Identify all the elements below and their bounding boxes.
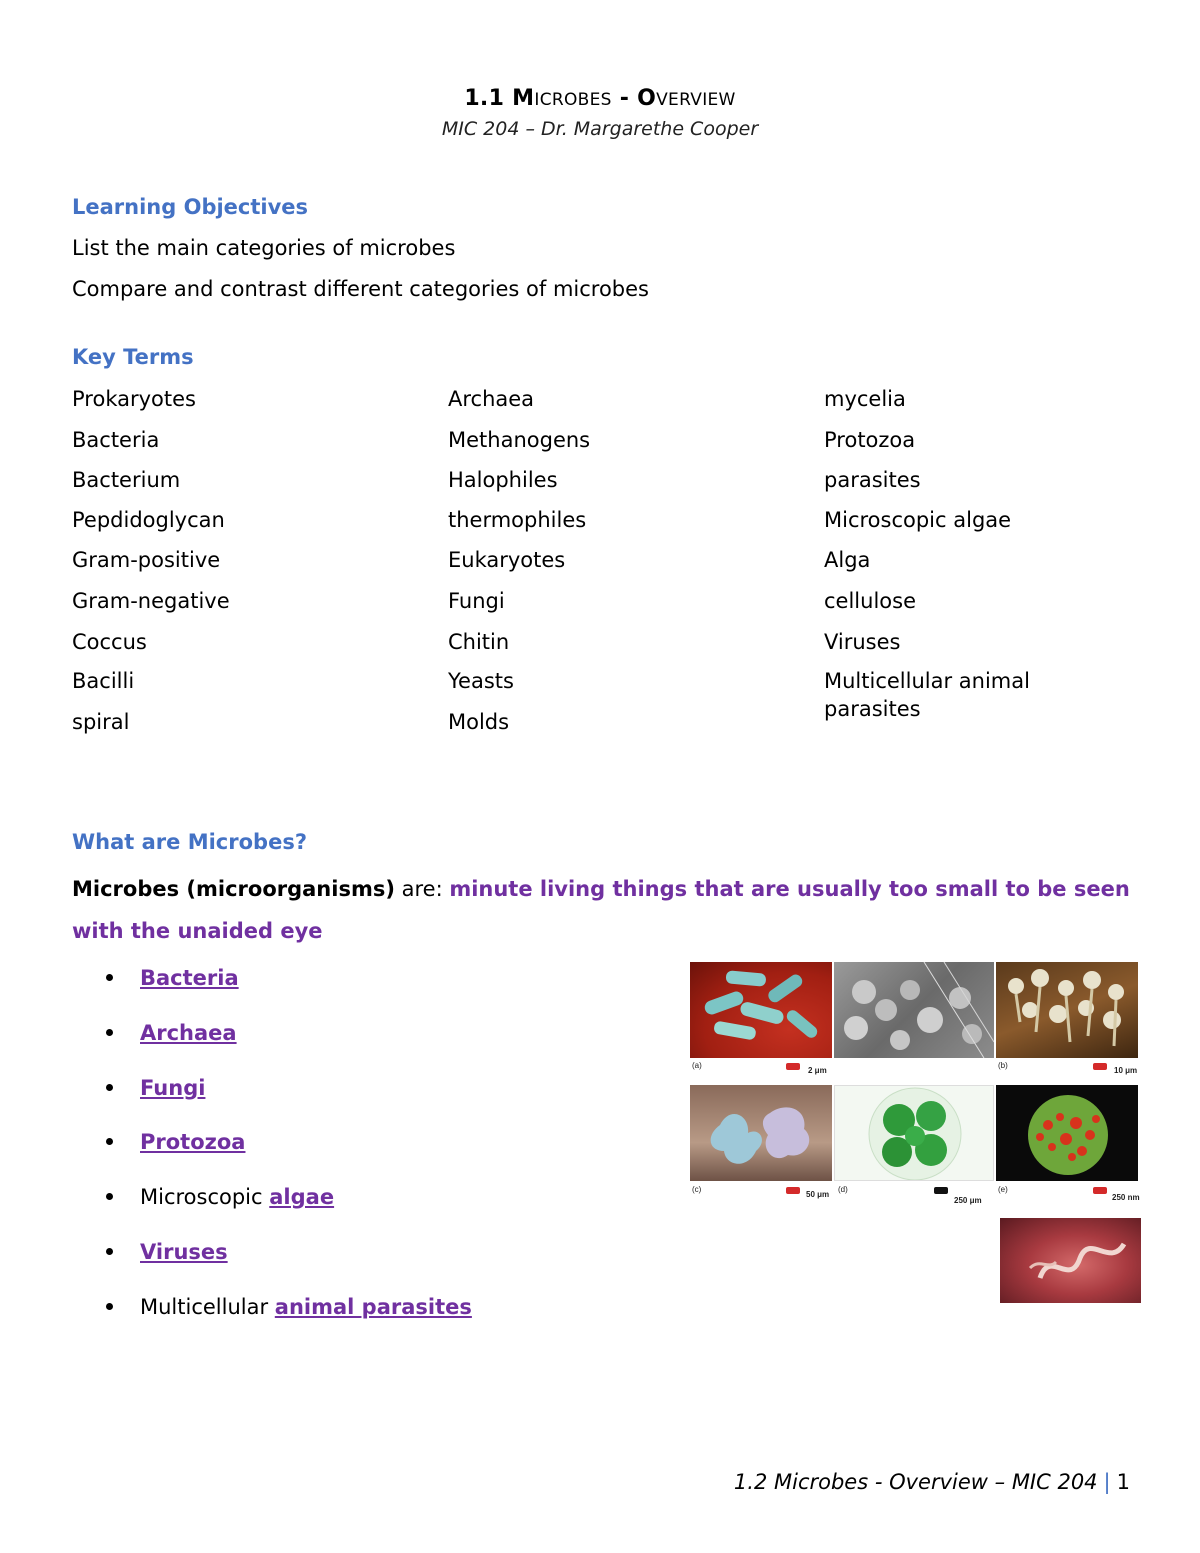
link-bacteria[interactable]: Bacteria [140, 966, 239, 990]
key-term: Methanogens [448, 428, 591, 452]
key-term: Gram-positive [72, 548, 221, 572]
list-item: Multicellular animal parasites [106, 1295, 472, 1319]
list-item [106, 1130, 245, 1154]
bullet-icon [106, 974, 113, 981]
archaea-micrograph [834, 962, 994, 1058]
archaea-cells-illustration [834, 962, 994, 1058]
definition-term: Microbes (microorganisms) [72, 877, 395, 901]
key-term: Archaea [448, 387, 535, 411]
key-term: cellulose [824, 589, 916, 613]
list-item: Microscopic algae [106, 1185, 334, 1209]
list-item [106, 1240, 228, 1264]
panel-label: (c) [692, 1185, 702, 1194]
key-term: Prokaryotes [72, 387, 196, 411]
learning-objectives-heading: Learning Objectives [72, 195, 309, 219]
key-term: Viruses [824, 630, 901, 654]
sem-badge-icon [1093, 1187, 1107, 1194]
scale-label: 50 μm [806, 1190, 830, 1199]
key-terms-heading: Key Terms [72, 345, 194, 369]
key-term: Microscopic algae [824, 508, 1012, 532]
key-term: Multicellular animal [824, 669, 1030, 693]
parasite-worm-illustration [1000, 1218, 1141, 1303]
key-term: mycelia [824, 387, 906, 411]
page-footer [734, 1470, 1130, 1494]
bullet-icon [106, 1084, 113, 1091]
objective-item: List the main categories of microbes [72, 236, 456, 260]
key-term: Yeasts [448, 669, 514, 693]
link-archaea[interactable]: Archaea [140, 1021, 237, 1045]
animal-parasite-image [1000, 1218, 1141, 1303]
protozoa-illustration [690, 1085, 832, 1181]
key-term: spiral [72, 710, 130, 734]
panel-label: (a) [692, 1061, 702, 1070]
page-title: 1.1 MICROBES - OVERVIEW [464, 86, 736, 111]
lm-badge-icon [934, 1187, 948, 1194]
page-number: 1 [1116, 1470, 1130, 1494]
key-term: Gram-negative [72, 589, 230, 613]
key-term: Protozoa [824, 428, 916, 452]
link-algae[interactable]: algae [269, 1185, 335, 1209]
list-item [106, 1076, 205, 1100]
key-term: Bacteria [72, 428, 160, 452]
key-term: Bacterium [72, 468, 181, 492]
link-animal-parasites[interactable]: animal parasites [274, 1295, 472, 1319]
sem-badge-icon [786, 1187, 800, 1194]
key-term: Chitin [448, 630, 510, 654]
sem-badge-icon [1093, 1063, 1107, 1070]
key-term: Coccus [72, 630, 147, 654]
key-term: Pepdidoglycan [72, 508, 225, 532]
scale-label: 250 nm [1112, 1193, 1140, 1202]
list-item [106, 1021, 237, 1045]
algae-colony-illustration [835, 1086, 994, 1181]
key-term: Fungi [448, 589, 505, 613]
link-viruses[interactable]: Viruses [140, 1240, 228, 1264]
scale-label: 10 μm [1114, 1066, 1138, 1075]
key-term: parasites [824, 697, 921, 721]
bullet-icon [106, 1138, 113, 1145]
bullet-icon [106, 1193, 113, 1200]
key-term: Alga [824, 548, 871, 572]
bullet-icon [106, 1248, 113, 1255]
key-term: thermophiles [448, 508, 587, 532]
virus-illustration [996, 1085, 1138, 1181]
protozoa-micrograph [690, 1085, 832, 1181]
footer-separator: | [1103, 1470, 1111, 1494]
definition-text: minute living things that are usually too small to be seen with the unaided eye [72, 877, 1130, 943]
panel-label: (b) [998, 1061, 1008, 1070]
bullet-icon [106, 1029, 113, 1036]
virus-micrograph [996, 1085, 1138, 1181]
panel-label: (e) [998, 1185, 1008, 1194]
key-term: Bacilli [72, 669, 135, 693]
page-subtitle: MIC 204 – Dr. Margarethe Cooper [441, 118, 759, 140]
key-term: Molds [448, 710, 510, 734]
list-item [106, 966, 239, 990]
link-protozoa[interactable]: Protozoa [140, 1130, 246, 1154]
fungi-illustration [996, 962, 1138, 1058]
what-are-microbes-heading: What are Microbes? [72, 830, 307, 854]
bacteria-cells-illustration [690, 962, 832, 1058]
objective-item: Compare and contrast different categories of microbes [72, 277, 649, 301]
panel-label: (d) [838, 1185, 848, 1194]
sem-badge-icon [786, 1063, 800, 1070]
link-fungi[interactable]: Fungi [140, 1076, 206, 1100]
bacteria-micrograph [690, 962, 832, 1058]
key-term: parasites [824, 468, 921, 492]
footer-text: 1.2 Microbes - Overview – MIC 204 [733, 1470, 1098, 1494]
definition-connector: are: [394, 877, 450, 901]
fungi-micrograph [996, 962, 1138, 1058]
key-term: Eukaryotes [448, 548, 566, 572]
key-term: Halophiles [448, 468, 558, 492]
bullet-icon [106, 1303, 113, 1310]
microbes-definition [72, 868, 1132, 952]
scale-label: 250 μm [954, 1196, 982, 1205]
scale-label: 2 μm [808, 1066, 827, 1075]
algae-micrograph [834, 1085, 994, 1181]
